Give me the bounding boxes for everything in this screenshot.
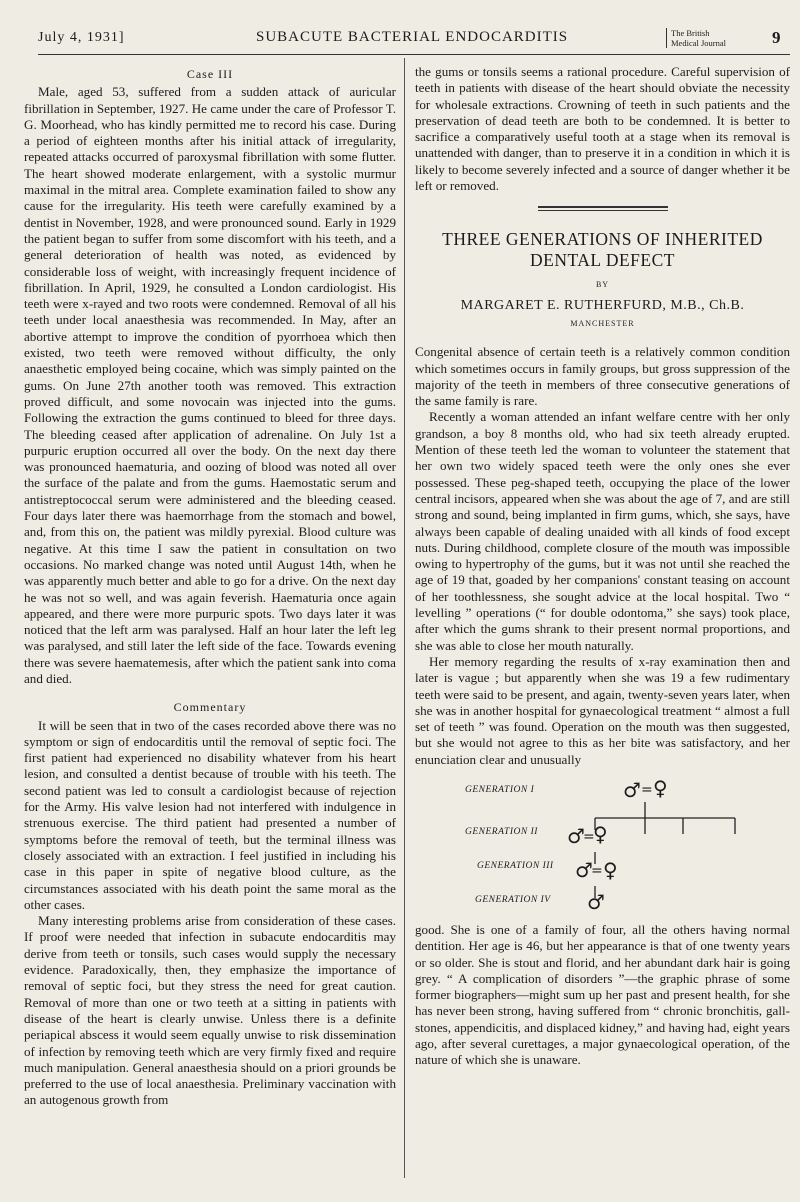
byline-by: BY (595, 280, 610, 290)
gen3-marriage-icon: = (591, 862, 603, 879)
gen1-female-affected-icon: ♀ (653, 775, 668, 800)
case-three-text: Male, aged 53, suffered from a sudden attack of auricular fibrillation in September, 1927. He came under the care of Professor T. G. Moorhead, who has kindly permitted me to record his case. During a period of eighteen months after his initial attack of irregularity, repeated attacks occurred of paroxysmal fibrillation with some flutter. The heart showed moderate enlargement, with a systolic murmur maximal in the mitral area. Complete examination failed to show any cause for the irregularity. His teeth were carefully examined by a dentist in November, 1928, and were pronounced sound. Early in 1929 the patient began to suffer from some discomfort with his teeth, and a general deterioration of health was noted, as evidenced by considerable loss of weight, with increasingly frequent incidence of fibrillation. In April, 1929, he consulted a London cardiologist. His teeth were x-rayed and two roots were condemned. Removal of all his teeth under local anaesthesia was recommended. In May, after an abortive attempt to improve the condition of pyorrhoea which then existed, two teeth were removed without difficulty, the only anaesthetic employed being cocaine, which was simply painted on the gums. On June 27th another tooth was removed. This extraction proved difficult, and some novocain was injected into the gums. Following the extraction the gums continued to bleed for three days. The bleeding ceased after application of adrenaline. On July 1st a purpuric eruption occurred all over the body. On the next day there was pronounced haematuria, and oozing of blood was noted all over the surface of the palate and from the gums. Haemostatic serum and antistreptococcal serum were administered and the bleeding ceased. Four days later there was haemorrhage from the stomach and bowel, and, from this on, the patient was mildly pyrexial. Blood culture was negative. At this time I saw the patient in consultation on two occasions. No marked change was noted until August 14th, when he was apparently much better and able to go for a drive. On the next day he was not so well, and was again feverish. Haematuria once again appeared, and there were more purpuric spots. Two days later it was noticed that the left arm was paralysed. Half an hour later the left leg was paralysed, and still later the left side of the face. Towards evening there was severe haematemesis, after which the patient sank into coma and died. (24, 84, 396, 686)
article-paragraph-2: Recently a woman attended an infant welfare centre with her only grandson, a boy 8 months old, who had six teeth already erupted. Mention of these teeth led the woman to volunteer the statement that her own two widely spaced teeth were the only ones she ever possessed. These peg-shaped teeth, occupying the place of the lower central incisors, appeared when she was about the age of 7, and are still strong and sound, being implanted in firm gums, which, she says, have always been capable of dealing unaided with all kinds of food except nuts. During childhood, complete closure of the mouth was impossible owing to hypertrophy of the gums, but it was not until she reached the age of 19 that, goaded by her companions' constant teasing on account of her toothlessness, she sought advice at the local hospital. Two “ levelling ” operations (“ for double odontoma,” she says) took place, after which the gums shrank to their present normal proportions, and she was able to close her mouth naturally. (415, 409, 790, 653)
gen2-female-affected-icon: ♀ (593, 821, 608, 846)
gen2-marriage-icon: = (583, 828, 595, 845)
article-paragraph-4: good. She is one of a family of four, all the others having normal dentition. Her age is 46, but her appearance is that of one twenty years or so older. She is stout and florid, and her abundant dark hair is going grey. “ A complication of disorders ”—the graphic phrase of some former biographers—might sum up her past and present health, for she has never been strong, having suffered from “ chronic bronchitis, gall-stones, appendicitis, and displaced kidney,” and having had, eight years ago, after several curettages, a major gynaecological operation, of the nature of which she is unaware. (415, 921, 790, 1068)
generation-2-label: GENERATION II (465, 826, 538, 837)
section-divider (538, 206, 668, 211)
gen1-marriage-icon: = (641, 781, 653, 798)
article-paragraph-3: Her memory regarding the results of x-ray examination then and later is vague ; but apparently when she was 19 a few rudimentary teeth were said to be present, and again, twenty-seven years later, when she was in another hospital for gynaecological treatment “ almost a full set of teeth ” was found. Operation on the mouth was then suggested, but she would not agree to this as her bite was satisfactory, and her enunciation clear and unusually (415, 653, 790, 767)
column-divider (404, 58, 405, 1178)
continued-text: the gums or tonsils seems a rational procedure. Careful supervision of teeth in patients with disease of the heart should obviate the necessity for wholesale extractions. Crowning of teeth in such patients and the preservation of dead teeth are both to be condemned. It is better to sacrifice a comparatively useful tooth at a stage when its removal is unattended with danger, than to preserve it in a condition in which it is likely to become severely infected and a source of danger whether it be left or removed. (415, 64, 790, 194)
journal-name (666, 28, 726, 48)
case-three-heading: Case III (186, 67, 234, 81)
gen3-male-affected-icon: ♂ (575, 857, 593, 882)
gen3-female-icon: ♀ (603, 857, 618, 882)
article-author: MARGARET E. RUTHERFURD, M.B., Ch.B. (460, 297, 745, 313)
generation-3-label: GENERATION III (477, 860, 554, 871)
gen4-male-icon: ♂ (587, 889, 605, 914)
issue-date: July 4, 1931] (38, 30, 125, 45)
author-location: MANCHESTER (570, 318, 635, 328)
running-title: SUBACUTE BACTERIAL ENDOCARDITIS (256, 29, 569, 45)
journal-name-line1: The British (671, 28, 710, 38)
article-paragraph-1: Congenital absence of certain teeth is a relatively common condition which sometimes occurs in family groups, but gross suppression of the majority of the teeth in members of three consecutive generations of the same family is rare. (415, 344, 790, 409)
left-column (24, 64, 396, 1109)
commentary-paragraph-1: It will be seen that in two of the cases recorded above there was no symptom or sign of endocarditis until the removal of septic foci. The first patient had experienced no disability whatever from his heart lesion, and consulted a dentist because of trouble with his teeth. The second patient was led to consult a cardiologist because of rejection for the Army. His valve lesion had not interfered with indulgence in strenuous exercise. The third patient had presented a number of symptoms before the removal of teeth, but the terminal illness was closely associated with an extraction. I feel justified in including his case in this paper in spite of negative blood culture, as the circumstances associated with his death point the same moral as the other cases. (24, 717, 396, 912)
gen1-male-icon: ♂ (623, 777, 641, 802)
commentary-heading: Commentary (173, 700, 247, 715)
page-number: 9 (772, 28, 781, 47)
journal-name-line2: Medical Journal (671, 38, 726, 48)
generation-4-label: GENERATION IV (475, 894, 551, 905)
gen2-male-icon: ♂ (567, 823, 585, 848)
generation-1-label: GENERATION I (465, 784, 535, 795)
article-title: THREE GENERATIONS OF INHERITED DENTAL DEFECT (442, 229, 763, 271)
right-column (415, 64, 790, 1069)
commentary-paragraph-2: Many interesting problems arise from consideration of these cases. If proof were needed that infection in subacute endocarditis may derive from teeth or tonsils, such cases would supply the necessary evidence. Paradoxically, then, they emphasize the importance of removal of septic foci, but they stress the need for great caution. Removal of more than one or two teeth at a sitting in patients with disease of the heart is clearly unwise. Unless there is a definite periapical abscess it would seem equally unwise to risk dissemination of infection by removing teeth which are very firmly fixed and require much manipulation. General anaesthesia should on a priori grounds be preferred to the use of local anaesthesia. Preliminary vaccination with an autogenous growth from (24, 913, 396, 1108)
running-header (38, 28, 790, 55)
pedigree-figure (415, 774, 790, 914)
